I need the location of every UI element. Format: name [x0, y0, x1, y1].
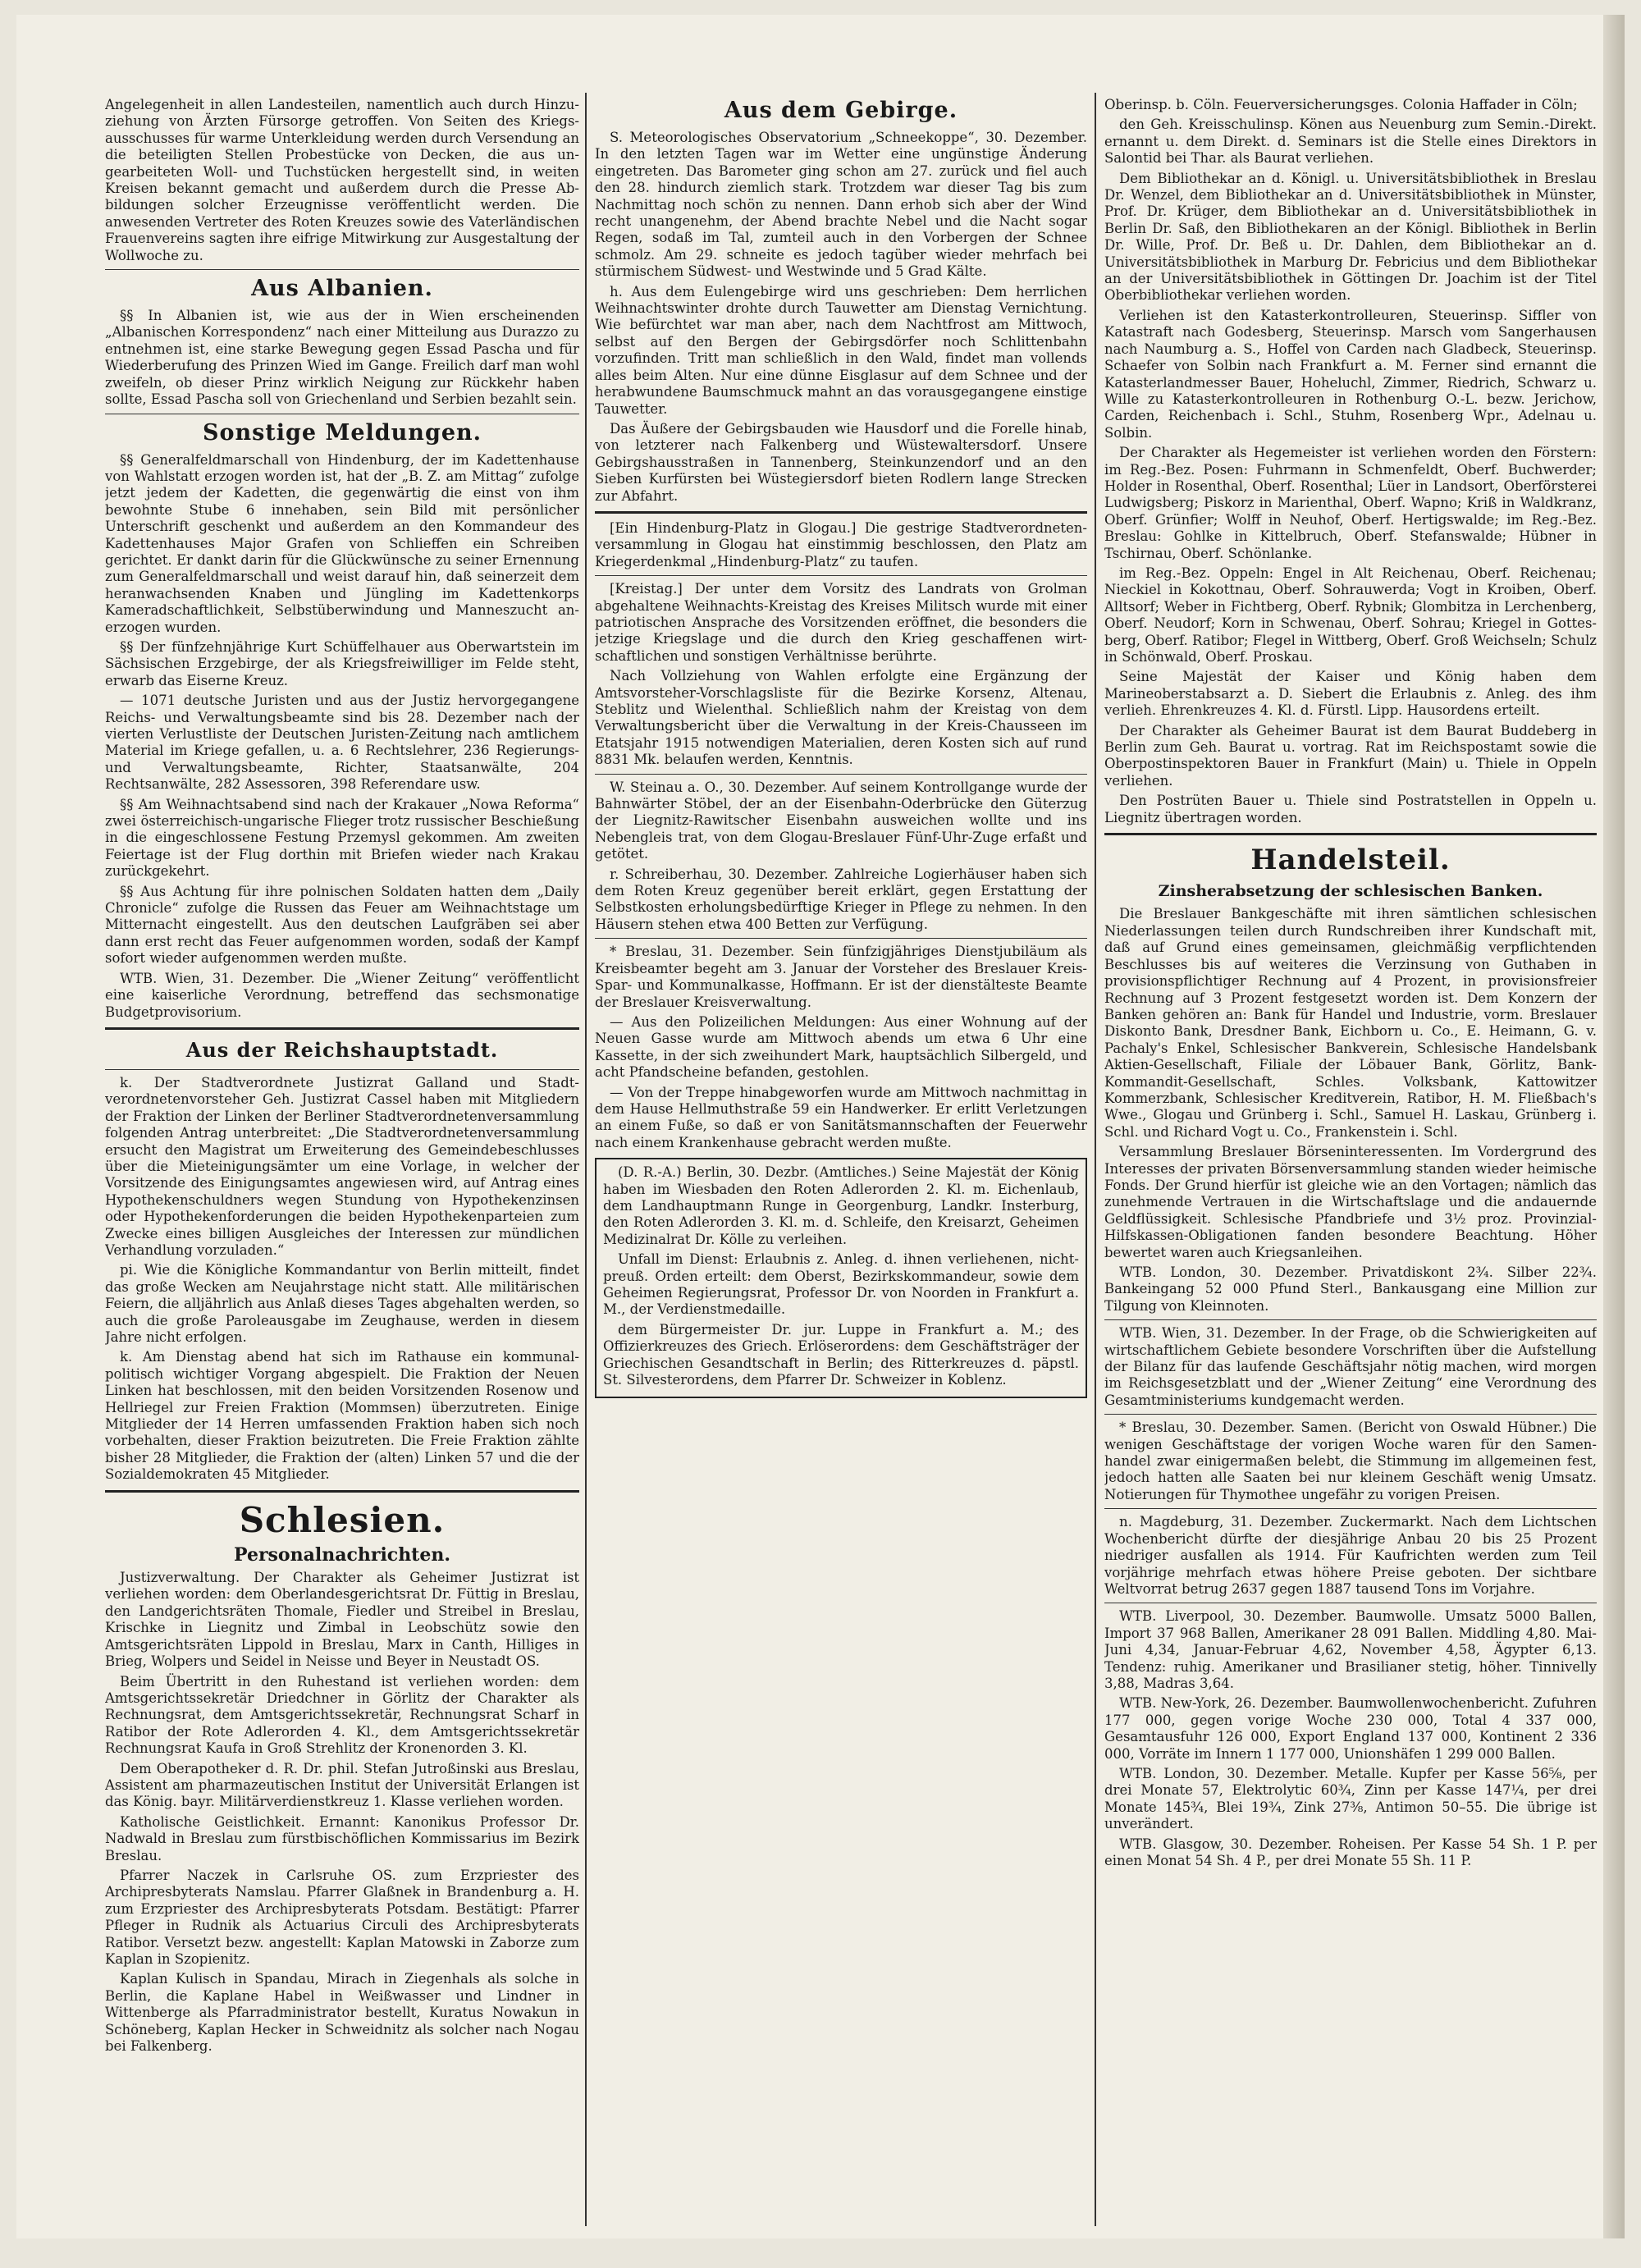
article-rathaus: k. Am Dienstag abend hat sich im Rathause ein kommunalpolitisch wichtiger Vorgang abgespielt. Die Fraktion der Neuen Linken hat beschlossen, mit den beiden Vorsitzenden Rosenow und Hellriegel zur Freien Fraktion (Mommsen) überzutreten. Einige Mitglieder der 14 Herren umfassenden Fraktion haben sich noch vorbehalten, dieser Fraktion beizutreten. Die Freie Fraktion zählte bisher 28 Mitglieder, die Fraktion der (alten) Linken 57 und die der Sozialdemokraten 45 Mitglieder. — [105, 1349, 579, 1483]
article-justiz: Justizverwaltung. Der Charakter als Geheimer Justizrat ist verliehen worden: dem Oberlandesgerichtsrat Dr. Füttig in Breslau, den Landgerichtsräten Thomale, Fiedler und Streibel in Breslau, Krischke in Liegnitz und Zimbal in Leobschütz sowie den Amtsgerichtsräten Lippold in Breslau, Marx in Canth, Hilliges in Brieg, Wolpers und Seidel in Neisse und Beyer in Neustadt OS. — [105, 1570, 579, 1670]
divider — [1104, 833, 1597, 835]
scan-edge — [1603, 15, 1625, 2238]
article-amtliches: (D. R.-A.) Berlin, 30. Dezbr. (Amtliches.) Seine Majestät der König haben im Wiesbaden den Roten Adlerorden 2. Kl. m. Eichenlaub, dem Landhauptmann Runge in Georgenburg, Landkr. Insterburg, den Roten Adlerorden 3. Kl. m. d. Schleife, den Kreisarzt, Geheimen Medizinalrat Dr. Kölle zu verleihen. — [603, 1164, 1079, 1247]
article-liverpool: WTB. Liverpool, 30. Dezember. Baumwolle. Umsatz 5000 Ballen, Import 37 968 Ballen, Amerikaner 28 091 Ballen. Middling 4,80. Mai-Juni 4,34, Januar-Februar 4,62, November 4,58, Ägypter 6,13. Tendenz: ruhig. Amerikaner und Brasilianer stetig, höher. Tinnivelly 3,88, Madras 3,64. — [1104, 1608, 1597, 1691]
divider — [105, 1490, 579, 1493]
heading-schlesien: Schlesien. — [239, 1499, 446, 1540]
article-apotheker: Dem Oberapotheker d. R. Dr. phil. Stefan Jutroßinski aus Breslau, Assistent am pharmazeutischen Institut der Universität Erlangen ist das König. bayr. Militärverdienstkreuz 1. Klasse verliehen worden. — [105, 1760, 579, 1810]
article-geistlichkeit: Katholische Geistlichkeit. Ernannt: Kanonikus Professor Dr. Nadwald in Breslau zum fürstbischöflichen Kommissarius im Bezirk Breslau. — [105, 1813, 579, 1863]
article-dienstjubilaeum: * Breslau, 31. Dezember. Sein fünfzigjähriges Dienstjubiläum als Kreisbeamter begeht am 3. Januar der Vorsteher des Breslauer Kreis-Spar- und Kommunalkasse, Hoffmann. Er ist der dienstälteste Beamte der Breslauer Kreisverwaltung. — [595, 944, 1087, 1010]
article-magdeburg: n. Magdeburg, 31. Dezember. Zuckermarkt. Nach dem Lichtschen Wochenbericht dürfte der diesjährige Anbau 20 bis 25 Prozent niedriger ausfallen als 1914. Für Kaufrichten werden zum Teil vorjährige mehrfach etwas höhere Preise geboten. Der sichtbare Weltvorrat betrug 2637 gegen 1887 tausend Tons im Vorjahre. — [1104, 1514, 1597, 1597]
article-wien-bilanz: WTB. Wien, 31. Dezember. In der Frage, ob die Schwierigkeiten auf wirtschaftlichem Gebiete besondere Vorschriften über die Aufstellung der Bilanz für das laufende Geschäftsjahr nötig machen, wird morgen im Reichsgesetzblatt und der „Wiener Zeitung“ eine Verordnung des Gesamtministeriums kundgemacht werden. — [1104, 1325, 1597, 1408]
notice-marine: Seine Majestät der Kaiser und König haben dem Marineoberstabsarzt a. D. Siebert die Erlaubnis z. Anleg. des ihm verlieh. Ehrenkreuzes 4. Kl. d. Fürstl. Lipp. Hausordens erteilt. — [1104, 669, 1597, 719]
article-wien: WTB. Wien, 31. Dezember. Die „Wiener Zeitung“ veröffentlicht eine kaiserliche Verordnung, betreffend das sechsmonatige Budgetprovisorium. — [105, 970, 579, 1020]
heading-gebirge: Aus dem Gebirge. — [724, 98, 958, 123]
article-eiserne-kreuz: §§ Der fünfzehnjährige Kurt Schüffelhauer aus Oberwartstein im Sächsischen Erzgebirge, der als Kriegsfreiwilliger im Felde steht, erwarb das Eiserne Kreuz. — [105, 638, 579, 688]
heading-handelsteil: Handelsteil. — [1250, 844, 1451, 877]
article-intro: Angelegenheit in allen Landesteilen, namentlich auch durch Hinzuziehung von Ärzten Fürsorge getroffen. Von Seiten des Kriegsausschusses für warme Unterkleidung werden durch Versendung an die beteiligten Stellen Probestücke von Decken, die aus ungearbeiteten Woll- und Tuchstücken hergestellt sind, in weiten Kreisen bekannt gemacht und außerdem durch die Presse Abbildungen solcher Erzeugnisse veröffentlicht werden. Die anwesenden Vertreter des Roten Kreuzes sowie des Vaterländischen Frauenvereins sagten ihre eifrige Mitwirkung zur Ausgestaltung der Wollwoche zu. — [105, 97, 579, 263]
article-neujahr: pi. Wie die Königliche Kommandantur von Berlin mitteilt, findet das große Wecken am Neujahrstage nicht statt. Alle militärischen Feiern, die alljährlich aus Anlaß dieses Tages abgehalten werden, so auch die große Paroleausgabe im Zeughause, werden in diesem Jahre nicht erfolgen. — [105, 1262, 579, 1345]
divider — [595, 774, 1087, 775]
article-kreistag: [Kreistag.] Der unter dem Vorsitz des Landrats von Grolman abgehaltene Weihnachts-Kreistag des Kreises Militsch wurde mit einer patriotischen Ansprache des Vorsitzenden eröffnet, die besonders die jetzige Kriegslage und die durch den Krieg geschaffenen wirtschaftlichen und sonstigen Verhältnisse berührte. — [595, 581, 1087, 664]
notice-post: Den Postrüten Bauer u. Thiele sind Postratstellen in Oppeln u. Liegnitz übertragen worden. — [1104, 793, 1597, 825]
notice-kataster: Verliehen ist den Katasterkontrolleuren, Steuerinsp. Siffler von Katastraft nach Godesberg, Steuerinsp. Marsch vom Sangerhausen nach Naumburg a. S., Hoffel von Carden nach Gladbeck, Steuerinsp. Schaefer von Solbin nach Frankfurt a. M. Ferner sind ernannt die Katasterlandmesser Bauer, Hoheluchl, Zimmer, Riedrich, Schwarz u. Wille zu Katasterkontrolleuren in Rothenburg O.-L. bezw. Jerichow, Carden, Reichenbach i. Schl., Stuhm, Rosenberg Wpr., Adelnau u. Solbin. — [1104, 307, 1597, 441]
notice-colonia: Oberinsp. b. Cöln. Feuerversicherungsges. Colonia Haffader in Cöln; — [1104, 97, 1578, 112]
divider — [105, 269, 579, 270]
divider — [105, 1069, 579, 1070]
column-1 — [105, 97, 579, 2230]
notice-bibliothekar: Dem Bibliothekar an d. Königl. u. Universitätsbibliothek in Breslau Dr. Wenzel, dem Bibliothekar an d. Universitätsbibliothek in Münster, Prof. Dr. Krüger, dem Bibliothekar an d. Universitätsbibliothek in Berlin Dr. Saß, den Bibliothekaren an der Königl. Bibliothek in Berlin Dr. Wille, Prof. Dr. Beß u. Dr. Dahlen, dem Bibliothekar an d. Universitätsbibliothek in Marburg Dr. Febricius und dem Bibliothekar an der Universitätsbibliothek in Göttingen Dr. Joachim ist der Titel Oberbibliothekar verliehen worden. — [1104, 170, 1597, 304]
article-orden-2: dem Bürgermeister Dr. jur. Luppe in Frankfurt a. M.; des Offizierkreuzes des Griech. Erlöserordens: dem Geschäftsträger der Griechischen Gesandtschaft in Berlin; des Ritterkreuzes d. päpstl. St. Silvesterordens, dem Pfarrer Dr. Schweizer in Koblenz. — [603, 1321, 1079, 1388]
newspaper-page — [16, 15, 1625, 2238]
column-rule — [585, 93, 587, 2226]
article-boerse: Versammlung Breslauer Börseninteressenten. Im Vordergrund des Interesses der privaten Börsenversammlung standen wieder heimische Fonds. Der Grund hierfür ist gleiche wie an den Vortagen; nämlich das zunehmende Vertrauen in die Wirtschaftslage und die andauernde Geldflüssigkeit. Schlesische Pfandbriefe und 3½ proz. Provinzial-Hilfskassen-Obligationen fanden besondere Beachtung. Höher bewertet waren auch Kriegsanleihen. — [1104, 1144, 1597, 1260]
article-gebirgsbauden: Das Äußere der Gebirgsbauden wie Hausdorf und die Forelle hinab, von letzterer nach Falkenberg und Wüstewaltersdorf. Unsere Gebirgshausstraßen in Tannenberg, Steinkunzendorf und an den Sieben Kurfürsten bei Wüstegiersdorf bieten Rodlern lange Strecken zur Abfahrt. — [595, 420, 1087, 504]
heading-reichshauptstadt: Aus der Reichshauptstadt. — [185, 1037, 499, 1062]
notice-foerster-oppeln: im Reg.-Bez. Oppeln: Engel in Alt Reichenau, Oberf. Reichenau; Nieckiel in Kokottnau, Oberf. Sohrauwerda; Vogt in Kroiben, Oberf. Alltsorf; Weber in Fichtberg, Oberf. Rybnik; Glombitza in Lerchenberg, Oberf. Neudorf; Korn in Schwenau, Oberf. Sohrau; Kriegel in Gottesberg, Oberf. Ratibor; Flegel in Wittberg, Oberf. Groß Weichseln; Schulz in Schönwald, Oberf. Proskau. — [1104, 565, 1597, 665]
article-schreiberhau: r. Schreiberhau, 30. Dezember. Zahlreiche Logierhäuser haben sich dem Roten Kreuz gegenüber bereit erklärt, gegen Erstattung der Selbstkosten erholungsbedürftige Krieger in Pflege zu nehmen. In den Häusern stehen etwa 400 Betten zur Verfügung. — [595, 866, 1087, 932]
notice-baurat: Der Charakter als Geheimer Baurat ist dem Baurat Buddeberg in Berlin zum Geh. Baurat u. vortrag. Rat im Reichspostamt sowie die Oberpostinspektoren Bauer in Frankfurt (Main) u. Thiele in Oppeln verliehen. — [1104, 722, 1597, 789]
column-2 — [595, 97, 1087, 2230]
article-london: WTB. London, 30. Dezember. Privatdiskont 2¾. Silber 22¾. Bankeingang 52 000 Pfund Sterl., Bankausgang eine Million zur Tilgung von Kleinnoten. — [1104, 1264, 1597, 1314]
article-orden: Unfall im Dienst: Erlaubnis z. Anleg. d. ihnen verliehenen, nichtpreuß. Orden erteilt: dem Oberst, Bezirkskommandeur, sowie dem Geheimen Regierungsrat, Professor Dr. von Noorden in Frankfurt a. M., der Verdienstmedaille. — [603, 1251, 1079, 1318]
article-kaplane: Kaplan Kulisch in Spandau, Mirach in Ziegenhals als solche in Berlin, die Kaplane Habel in Weißwasser und Lindner in Wittenberge als Pfarradministrator bestellt, Kuratus Nowakun in Schöneberg, Kaplan Hecker in Schweidnitz als solcher nach Nogau bei Falkenberg. — [105, 1971, 579, 2055]
official-notices-box — [595, 1158, 1087, 1398]
article-glasgow: WTB. Glasgow, 30. Dezember. Roheisen. Per Kasse 54 Sh. 1 P. per einen Monat 54 Sh. 4 P., per drei Monate 55 Sh. 11 P. — [1104, 1836, 1597, 1868]
notice-foerster: Der Charakter als Hegemeister ist verliehen worden den Förstern: im Reg.-Bez. Posen: Fuhrmann in Schmenfeldt, Oberf. Buchwerder; Holder in Rosenthal, Oberf. Rosenthal; Lüer in Landsort, Oberförsterei Ludwigsberg; Piskorz in Marienthal, Oberf. Wapno; Kriß in Waldkranz, Oberf. Grünfier; Wolff in Neuhof, Oberf. Hertigswalde; im Reg.-Bez. Breslau: Gohlke in Kittelbruch, Oberf. Stefanswalde; Hübner in Tschirnau, Oberf. Schönlanke. — [1104, 445, 1597, 561]
article-albanien: §§ In Albanien ist, wie aus der in Wien erscheinenden „Albanischen Korrespondenz“ nach einer Mitteilung aus Durazzo zu entnehmen ist, eine starke Bewegung gegen Essad Pascha und für Wiederberufung des Prinzen Wied im Gange. Freilich darf man wohl zweifeln, ob dieser Prinz wirklich Neigung zur Rückkehr haben sollte, Essad Pascha soll von Griechenland und Serbien bezahlt sein. — [105, 308, 579, 408]
divider — [1104, 1414, 1597, 1415]
article-przemysl: §§ Am Weihnachtsabend sind nach der Krakauer „Nowa Reforma“ zwei österreichisch-ungarische Flieger trotz russischer Beschießung in die eingeschlossene Festung Przemysl gekommen. Am zweiten Feiertage ist der Flug dorthin mit Briefen wieder nach Krakau zurückgekehrt. — [105, 796, 579, 880]
divider — [1104, 1508, 1597, 1509]
article-newyork: WTB. New-York, 26. Dezember. Baumwollenwochenbericht. Zufuhren 177 000, gegen vorige Woche 230 000, Total 4 337 000, Gesamtausfuhr 126 000, Export England 137 000, Kontinent 2 336 000, Vorräte im Innern 1 177 000, Unionshäfen 1 299 000 Ballen. — [1104, 1695, 1597, 1762]
notice-seminar: den Geh. Kreisschulinsp. Könen aus Neuenburg zum Semin.-Direkt. ernannt u. dem Direkt. d. Seminars ist die Stelle eines Direktors in Salontid bei Thar. als Baurat verliehen. — [1104, 117, 1597, 167]
article-hindenburg-platz: [Ein Hindenburg-Platz in Glogau.] Die gestrige Stadtverordnetenversammlung in Glogau hat einstimmig beschlossen, den Platz am Kriegerdenkmal „Hindenburg-Platz“ zu taufen. — [595, 519, 1087, 569]
divider — [105, 1027, 579, 1030]
article-eulengebirge: h. Aus dem Eulengebirge wird uns geschrieben: Dem herrlichen Weihnachtswinter drohte durch Tauwetter am Dienstag Vernichtung. Wie befürchtet war man aber, nach dem Nachtfrost am Mittwoch, selbst auf den Bergen der Gebirgsdörfer noch Schlittenbahn vorzufinden. Tritt man schließlich in den Wald, findet man vollends alles beim Alten. Nur eine dünne Eisglasur auf dem Schnee und der herabwundene Baumschmuck mahnt an das vorausgegangene einstige Tauwetter. — [595, 283, 1087, 417]
divider — [595, 938, 1087, 939]
article-samen: * Breslau, 30. Dezember. Samen. (Bericht von Oswald Hübner.) Die wenigen Geschäftstage der vorigen Woche waren für den Samenhandel zwar einigermaßen belebt, die Stimmung im allgemeinen fest, jedoch hatten alle Saaten bei nur kleinem Geschäft wenig Umsatz. Notierungen für Thymothee ungefähr zu vorigen Preisen. — [1104, 1420, 1597, 1502]
article-antrag: k. Der Stadtverordnete Justizrat Galland und Stadtverordnetenvorsteher Geh. Justizrat Cassel haben mit Mitgliedern der Fraktion der Linken der Berliner Stadtverordnetenversammlung folgenden Antrag unterbreitet: „Die Stadtverordnetenversammlung ersucht den Magistrat um Erweiterung des Gemeindebeschlusses über die Mieteinigungsämter um eine Vorlage, in welcher der Vorsitzende des Einigungsamtes angewiesen wird, auf Antrag eines Hypothekenschuldners wegen Stundung von Hypothekenzinsen oder Hypothekenforderungen die beiden Hypothekenparteien zum Zwecke eines billigen Ausgleiches der Interessen zur mündlichen Verhandlung vorzuladen.“ — [105, 1074, 579, 1258]
divider — [595, 511, 1087, 514]
divider — [595, 575, 1087, 576]
article-pfarrer: Pfarrer Naczek in Carlsruhe OS. zum Erzpriester des Archipresbyterats Namslau. Pfarrer Glaßnek in Brandenburg a. H. zum Erzpriester des Archipresbyterats Potsdam. Bestätigt: Pfarrer Pfleger in Rudnik als Actuarius Circuli des Archipresbyterats Ratibor. Versetzt bezw. angestellt: Kaplan Matowski in Zaborze zum Kaplan in Szopienitz. — [105, 1867, 579, 1967]
column-3 — [1104, 97, 1597, 2230]
article-juristen: — 1071 deutsche Juristen und aus der Justiz hervorgegangene Reichs- und Verwaltungsbeamte sind bis 28. Dezember nach der vierten Verlustliste der Deutschen Juristen-Zeitung nach amtlichem Material im Kriege gefallen, u. a. 6 Rechtslehrer, 236 Regierungs- und Verwaltungsbeamte, Richter, Staatsanwälte, 204 Rechtsanwälte, 282 Assessoren, 398 Referendare usw. — [105, 693, 579, 793]
article-treppe: — Von der Treppe hinabgeworfen wurde am Mittwoch nachmittag in dem Hause Hellmuthstraße 59 ein Handwerker. Er erlitt Verletzungen an einem Fuße, so daß er von Sanitätsmannschaften der Feuerwehr nach einem Krankenhause gebracht werden mußte. — [595, 1084, 1087, 1150]
article-polizei: — Aus den Polizeilichen Meldungen: Aus einer Wohnung auf der Neuen Gasse wurde am Mittwoch abends um etwa 6 Uhr eine Kassette, in der sich zweihundert Mark, hauptsächlich Silbergeld, und acht Pfandscheine befanden, gestohlen. — [595, 1013, 1087, 1081]
article-banken: Die Breslauer Bankgeschäfte mit ihren sämtlichen schlesischen Niederlassungen teilen durch Rundschreiben ihrer Kundschaft mit, daß auf Grund eines gemeinsamen, gleichmäßig verpflichtenden Beschlusses bis auf weiteres die Verzinsung von Guthaben in provisionspflichtiger Rechnung auf 4 Prozent, in provisionsfreier Rechnung auf 3 Prozent festgesetzt worden ist. Dem Konzern der Banken gehören an: Bank für Handel und Industrie, vorm. Breslauer Diskonto Bank, Dresdner Bank, Eichborn u. Co., E. Heimann, G. v. Pachaly's Enkel, Schlesischer Bankverein, Schlesische Handelsbank Aktien-Gesellschaft, Filiale der Löbauer Bank, Görlitz, Bank-Kommandit-Gesellschaft, Schles. Volksbank, Kattowitzer Kommerzbank, Schlesischer Kreditverein, Ratibor, H. M. Fließbach's Wwe., Glogau und Grünberg i. Schl., Samuel H. Laskau, Grünberg i. Schl. und Richard Vogt u. Co., Frankenstein i. Schl. — [1104, 906, 1597, 1140]
heading-sonstige: Sonstige Meldungen. — [202, 419, 482, 446]
column-rule — [1095, 93, 1096, 2226]
article-ruhestand: Beim Übertritt in den Ruhestand ist verliehen worden: dem Amtsgerichtssekretär Driedchner in Görlitz der Charakter als Rechnungsrat, dem Amtsgerichtssekretär, Rechnungsrat Scharf in Ratibor der Rote Adlerorden 4. Kl., dem Amtsgerichtssekretär Rechnungsrat Kaufa in Groß Strehlitz der Kronenorden 3. Kl. — [105, 1673, 579, 1757]
divider — [1104, 1319, 1597, 1320]
heading-albanien: Aus Albanien. — [251, 276, 433, 302]
article-hindenburg: §§ Generalfeldmarschall von Hindenburg, der im Kadettenhause von Wahlstatt erzogen worden ist, hat der „B. Z. am Mittag“ zufolge jetzt jedem der Kadetten, die gegenwärtig die einst von ihm bewohnte Stube 6 innehaben, sein Bild mit persönlicher Unterschrift geschenkt und außerdem an den Kommandeur des Kadettenhauses Major Grafen von Schlieffen ein Schreiben gerichtet. Er dankt darin für die Glückwünsche zu seiner Ernennung zum Generalfeldmarschall und weist darauf hin, daß seinerzeit dem heranwachsenden Knaben und Jüngling im Kadettenkorps Kameradschaftlichkeit, Selbstüberwindung und Manneszucht anerzogen wurden. — [105, 451, 579, 635]
heading-personal: Personalnachrichten. — [234, 1543, 450, 1566]
article-london-metalle: WTB. London, 30. Dezember. Metalle. Kupfer per Kasse 56⁵⁄₈, per drei Monate 57, Elektrolytic 60¾, Zinn per Kasse 147¼, per drei Monate 145¾, Blei 19¾, Zink 27⅜, Antimon 50–55. Die übrige ist unverändert. — [1104, 1765, 1597, 1832]
heading-zinsherabsetzung: Zinsherabsetzung der schlesischen Banken. — [1158, 882, 1543, 901]
article-polnische-soldaten: §§ Aus Achtung für ihre polnischen Soldaten hatten dem „Daily Chronicle“ zufolge die Russen das Feuer am Weihnachtstage um Mitternacht eingestellt. Aus den deutschen Laufgräben sei aber dann erst recht das Feuer aufgenommen worden, sodaß der Kampf sofort wieder aufgenommen werden mußte. — [105, 883, 579, 967]
article-kreistag-2: Nach Vollziehung von Wahlen erfolgte eine Ergänzung der Amtsvorsteher-Vorschlagsliste für die Bezirke Korsenz, Altenau, Steblitz und Wielenthal. Schließlich nahm der Kreistag von dem Verwaltungsbericht über die Verwaltung in der Kreis-Chausseen im Etatsjahr 1915 notwendigen Materialien, deren Kosten sich auf rund 8831 Mk. belaufen werden, Kenntnis. — [595, 668, 1087, 768]
article-schneekoppe: S. Meteorologisches Observatorium „Schneekoppe“, 30. Dezember. In den letzten Tagen war im Wetter eine ungünstige Änderung eingetreten. Das Barometer ging schon am 27. zurück und fiel auch den 28. hindurch ziemlich stark. Trotzdem war dieser Tag bis zum Nachmittag noch schön zu nennen. Dann erhob sich aber der Wind recht unangenehm, der Abend brachte Nebel und die Nacht sogar Regen, sodaß im Tal, zumteil auch in den Vorbergen der Schnee schmolz. Am 29. schneite es jedoch tagüber wieder mehrfach bei stürmischem Südwest- und Westwinde und 5 Grad Kälte. — [595, 130, 1087, 280]
article-steinau: W. Steinau a. O., 30. Dezember. Auf seinem Kontrollgange wurde der Bahnwärter Stöbel, der an der Eisenbahn-Oderbrücke den Güterzug der Liegnitz-Rawitscher Eisenbahn ausweichen wollte und ins Nebengleis trat, von dem Glogau-Breslauer Fünf-Uhr-Zuge erfaßt und getötet. — [595, 779, 1087, 862]
